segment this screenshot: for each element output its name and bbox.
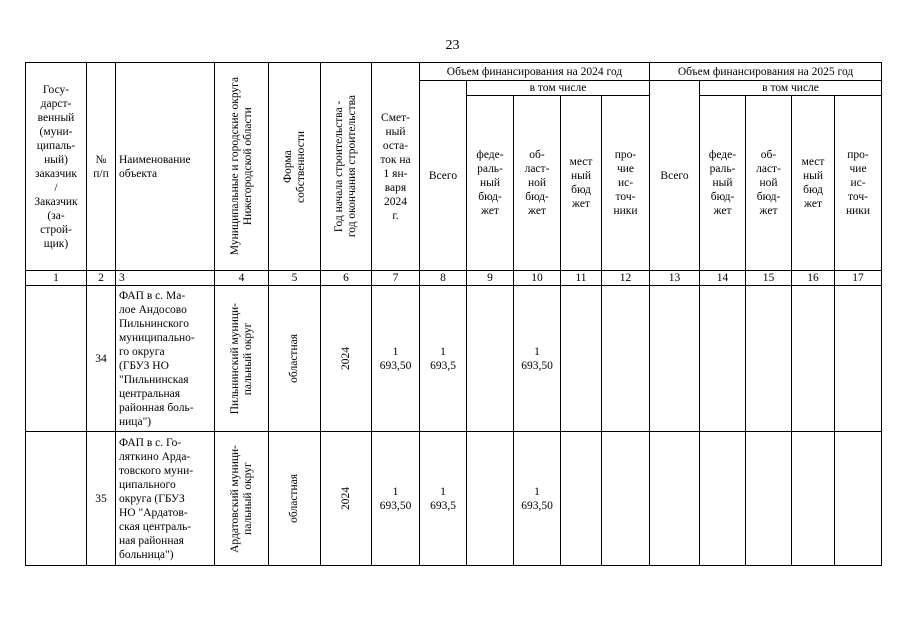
header-ownership — [269, 63, 321, 271]
row-other-2024 — [602, 432, 650, 566]
row-name: ФАП в с. Го- ляткино Арда- товского муни- ципального округа (ГБУЗ НО "Ардатов- ская централь- ная районная больница") — [116, 432, 215, 566]
col-num: 10 — [514, 271, 561, 286]
header-regional-2025: об- ласт- ной бюд- жет — [746, 96, 792, 271]
row-local-2024 — [561, 432, 602, 566]
row-balance: 1 693,50 — [372, 286, 420, 432]
row-other-2024 — [602, 286, 650, 432]
header-regional-2024: об- ласт- ной бюд- жет — [514, 96, 561, 271]
header-num: № п/п — [87, 63, 116, 271]
header-municipality-text: Муниципальные и городские округа Нижегородской области — [228, 77, 254, 256]
row-regional-2024: 1 693,50 — [514, 286, 561, 432]
table-row — [26, 286, 882, 432]
col-num: 11 — [561, 271, 602, 286]
col-num: 14 — [700, 271, 746, 286]
row-local-2025 — [792, 432, 835, 566]
row-federal-2025 — [700, 286, 746, 432]
row-years-text: 2024 — [339, 347, 352, 370]
header-years-text: Год начала строительства - год окончания строительства — [333, 95, 358, 238]
row-customer — [26, 432, 87, 566]
row-local-2024 — [561, 286, 602, 432]
row-num: 35 — [87, 432, 116, 566]
col-num: 7 — [372, 271, 420, 286]
header-municipality — [215, 63, 269, 271]
col-num: 17 — [835, 271, 882, 286]
row-num: 34 — [87, 286, 116, 432]
financing-table — [25, 62, 882, 566]
column-numbers-row — [26, 271, 882, 286]
col-num: 2 — [87, 271, 116, 286]
header-including-2024: в том числе — [467, 81, 650, 96]
header-local-2024: мест ный бюд жет — [561, 96, 602, 271]
header-fin-2025: Объем финансирования на 2025 год — [650, 63, 882, 81]
row-years — [321, 286, 372, 432]
row-ownership-text: областная — [288, 474, 300, 523]
header-years — [321, 63, 372, 271]
header-name: Наименование объекта — [116, 63, 215, 271]
row-name: ФАП в с. Ма- лое Андосово Пильнинского муниципально- го округа (ГБУЗ НО "Пильнинская центральная районная боль- ница") — [116, 286, 215, 432]
row-federal-2024 — [467, 286, 514, 432]
col-num: 1 — [26, 271, 87, 286]
header-customer: Госу- дарст- венный (муни- ципаль- ный) заказчик / Заказчик (за- строй- щик) — [26, 63, 87, 271]
col-num: 6 — [321, 271, 372, 286]
header-balance: Смет- ный оста- ток на 1 ян- варя 2024 г. — [372, 63, 420, 271]
col-num: 3 — [116, 271, 215, 286]
row-federal-2024 — [467, 432, 514, 566]
row-total-2024: 1 693,5 — [420, 432, 467, 566]
header-federal-2025: феде- раль- ный бюд- жет — [700, 96, 746, 271]
row-federal-2025 — [700, 432, 746, 566]
row-other-2025 — [835, 432, 882, 566]
col-num: 12 — [602, 271, 650, 286]
row-total-2024: 1 693,5 — [420, 286, 467, 432]
row-regional-2024: 1 693,50 — [514, 432, 561, 566]
col-num: 4 — [215, 271, 269, 286]
row-other-2025 — [835, 286, 882, 432]
row-total-2025 — [650, 432, 700, 566]
row-local-2025 — [792, 286, 835, 432]
row-ownership-text: областная — [288, 334, 300, 383]
header-other-2024: про- чие ис- точ- ники — [602, 96, 650, 271]
row-municipality-text: Пильнинский муници- пальный округ — [228, 302, 254, 415]
header-total-2024: Всего — [420, 81, 467, 271]
row-ownership — [269, 432, 321, 566]
col-num: 13 — [650, 271, 700, 286]
header-including-2025: в том числе — [700, 81, 882, 96]
header-federal-2024: феде- раль- ный бюд- жет — [467, 96, 514, 271]
row-municipality-text: Ардатовский муници- пальный округ — [228, 444, 254, 553]
col-num: 15 — [746, 271, 792, 286]
row-municipality — [215, 286, 269, 432]
row-balance: 1 693,50 — [372, 432, 420, 566]
header-local-2025: мест ный бюд жет — [792, 96, 835, 271]
header-ownership-text: Форма собственности — [281, 130, 307, 203]
row-total-2025 — [650, 286, 700, 432]
header-other-2025: про- чие ис- точ- ники — [835, 96, 882, 271]
col-num: 9 — [467, 271, 514, 286]
row-years — [321, 432, 372, 566]
col-num: 16 — [792, 271, 835, 286]
col-num: 8 — [420, 271, 467, 286]
col-num: 5 — [269, 271, 321, 286]
row-regional-2025 — [746, 432, 792, 566]
row-years-text: 2024 — [339, 487, 352, 510]
row-ownership — [269, 286, 321, 432]
page-number: 23 — [445, 38, 460, 53]
header-fin-2024: Объем финансирования на 2024 год — [420, 63, 650, 81]
header-total-2025: Всего — [650, 81, 700, 271]
row-customer — [26, 286, 87, 432]
row-municipality — [215, 432, 269, 566]
row-regional-2025 — [746, 286, 792, 432]
table-row — [26, 432, 882, 566]
